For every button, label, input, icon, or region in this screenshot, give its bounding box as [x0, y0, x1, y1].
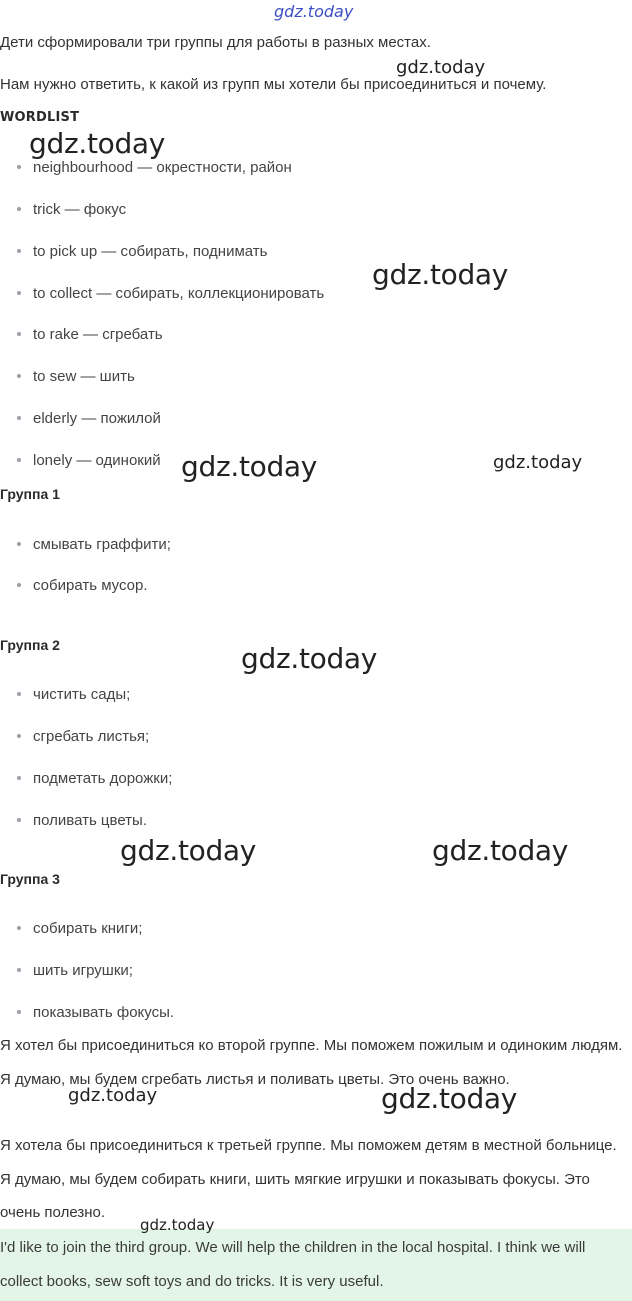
bullet-icon: [17, 374, 21, 378]
group-2-item: подметать дорожки;: [17, 769, 172, 789]
bullet-icon: [17, 776, 21, 780]
watermark: gdz.today: [493, 452, 583, 473]
group-1-heading: Группа 1: [0, 486, 60, 502]
group-2-item: поливать цветы.: [17, 811, 147, 831]
group-2-item: чистить сады;: [17, 685, 130, 705]
bullet-icon: [17, 692, 21, 696]
watermark: gdz.today: [140, 1216, 215, 1234]
wordlist-item: elderly — пожилой: [17, 409, 161, 429]
bullet-icon: [17, 458, 21, 462]
watermark: gdz.today: [396, 57, 486, 78]
group-3-item: показывать фокусы.: [17, 1003, 174, 1023]
answer-en: I'd like to join the third group. We will help the children in the local hospital. I think we will collect books, sew soft toys and do tricks. It is very useful.: [0, 1239, 586, 1290]
watermark: gdz.today: [274, 2, 354, 21]
wordlist-item: neighbourhood — окрестности, район: [17, 158, 292, 178]
bullet-icon: [17, 1010, 21, 1014]
wordlist-item: lonely — одинокий: [17, 451, 161, 471]
intro-line-2: Нам нужно ответить, к какой из групп мы хотели бы присоединиться и почему.: [0, 76, 547, 93]
wordlist-item: to sew — шить: [17, 367, 135, 387]
group-3-heading: Группа 3: [0, 871, 60, 887]
bullet-icon: [17, 291, 21, 295]
wordlist-item: to collect — собирать, коллекционировать: [17, 284, 324, 304]
answer-ru-2: Я хотела бы присоединиться к третьей группе. Мы поможем детям в местной больнице. Я думаю, мы будем собирать книги, шить мягкие игрушки и показывать фокусы. Это очень полезно.: [0, 1137, 617, 1221]
answer-en-highlight: [0, 1229, 632, 1301]
answer-ru-1: Я хотел бы присоединиться ко второй группе. Мы поможем пожилым и одиноким людям. Я думаю, мы будем сгребать листья и поливать цветы. Это очень важно.: [0, 1037, 623, 1088]
group-3-item: шить игрушки;: [17, 961, 133, 981]
watermark: gdz.today: [29, 127, 166, 160]
wordlist-item: to pick up — собирать, поднимать: [17, 242, 267, 262]
bullet-icon: [17, 249, 21, 253]
group-1-item: собирать мусор.: [17, 576, 148, 596]
bullet-icon: [17, 542, 21, 546]
bullet-icon: [17, 968, 21, 972]
watermark: gdz.today: [241, 642, 378, 675]
watermark: gdz.today: [68, 1085, 158, 1106]
watermark: gdz.today: [432, 834, 569, 867]
bullet-icon: [17, 926, 21, 930]
watermark: gdz.today: [381, 1082, 518, 1115]
group-3-item: собирать книги;: [17, 919, 142, 939]
bullet-icon: [17, 207, 21, 211]
wordlist-item: trick — фокус: [17, 200, 126, 220]
watermark: gdz.today: [372, 258, 509, 291]
intro-line-1: Дети сформировали три группы для работы в разных местах.: [0, 34, 431, 51]
watermark: gdz.today: [120, 834, 257, 867]
bullet-icon: [17, 332, 21, 336]
bullet-icon: [17, 818, 21, 822]
group-1-item: смывать граффити;: [17, 535, 171, 555]
watermark: gdz.today: [181, 450, 318, 483]
group-2-item: сгребать листья;: [17, 727, 149, 747]
bullet-icon: [17, 416, 21, 420]
wordlist-item: to rake — сгребать: [17, 325, 163, 345]
wordlist-heading: WORDLIST: [0, 110, 80, 125]
bullet-icon: [17, 734, 21, 738]
group-2-heading: Группа 2: [0, 637, 60, 653]
bullet-icon: [17, 165, 21, 169]
bullet-icon: [17, 583, 21, 587]
